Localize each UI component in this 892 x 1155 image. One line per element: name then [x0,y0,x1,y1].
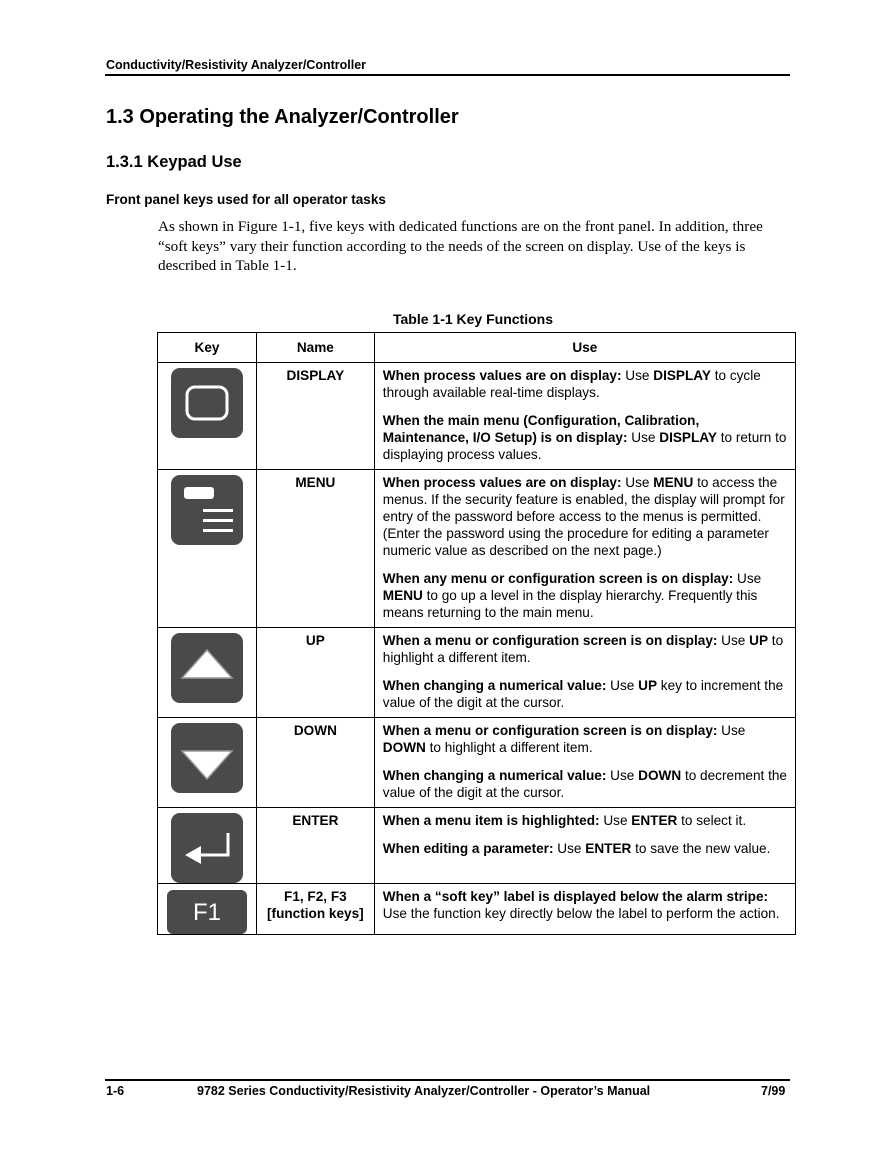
use-paragraph [383,632,787,666]
use-paragraph [383,412,787,463]
page-number: 1-6 [106,1084,125,1098]
header-rule [105,74,790,76]
key-name: ENTER [256,808,374,884]
table-row-function-keys [158,884,796,935]
column-header-key: Key [158,333,257,363]
key-name: DISPLAY [256,363,374,470]
use-text: Use [733,571,762,586]
use-text: UP [638,678,658,693]
use-text: When any menu or configuration screen is on display: [382,571,734,586]
key-cell [158,808,257,884]
use-text: Use [553,841,586,856]
key-functions-table [157,332,796,935]
key-name: F1, F2, F3 [function keys] [256,884,374,935]
enter-key-icon [171,813,243,883]
use-text: DOWN [638,768,682,783]
use-text: Use [606,678,639,693]
table-row-down [158,718,796,808]
key-cell [158,470,257,628]
use-paragraph [383,570,787,621]
display-key-icon [171,368,243,438]
use-text: When process values are on display: [382,368,622,383]
use-text: MENU [653,475,694,490]
use-text: Use [599,813,632,828]
key-use [374,808,795,884]
key-name: UP [256,628,374,718]
use-text: When the main menu (Configuration, Calibration, Maintenance, I/O Setup) is on display: [382,413,700,445]
use-text: Use [606,768,639,783]
use-text: Use [621,475,654,490]
use-paragraph [383,767,787,801]
table-row-menu [158,470,796,628]
use-text: When editing a parameter: [382,841,554,856]
table-header-row [158,333,796,363]
use-text: to select it. [677,813,747,828]
use-paragraph [383,677,787,711]
use-paragraph [383,812,787,829]
intro-paragraph: As shown in Figure 1-1, five keys with dedicated functions are on the front panel. In addition, three “soft keys” vary their function according to the needs of the screen on display. Use of the keys is described in Table 1-1. [158,218,763,274]
footer-rule [105,1079,790,1081]
column-header-use: Use [374,333,795,363]
use-text: When changing a numerical value: [382,678,607,693]
use-text: When process values are on display: [382,475,622,490]
subheading: Front panel keys used for all operator tasks [106,192,386,207]
use-paragraph [383,474,787,559]
key-use [374,884,795,935]
table-row-enter [158,808,796,884]
key-use [374,470,795,628]
table-caption: Table 1-1 Key Functions [393,311,553,327]
use-text: When changing a numerical value: [382,768,607,783]
footer-date: 7/99 [761,1084,786,1098]
use-text: to go up a level in the display hierarchy. Frequently this means returning to the main menu. [382,588,758,620]
use-text: to save the new value. [631,841,771,856]
use-text: DOWN [382,740,426,755]
column-header-name: Name [256,333,374,363]
f1-key-icon [167,890,247,934]
key-cell [158,884,257,935]
use-paragraph [383,840,787,857]
use-text: to return to displaying process values. [382,430,787,462]
use-text: to access the menus. If the security feature is enabled, the display will prompt for entry of the password before access to the menus is permitted. (Enter the password using the procedure for editing a parameter numeric value as described on the next page.) [382,475,785,558]
use-text: Use [717,723,746,738]
table-row-up [158,628,796,718]
use-paragraph [383,367,787,401]
key-name: MENU [256,470,374,628]
table-row-display [158,363,796,470]
use-text: MENU [382,588,423,603]
key-name: DOWN [256,718,374,808]
use-text: to decrement the value of the digit at the cursor. [382,768,787,800]
footer-title: 9782 Series Conductivity/Resistivity Analyzer/Controller - Operator’s Manual [197,1084,651,1098]
use-text: key to increment the value of the digit at the cursor. [382,678,784,710]
key-cell [158,628,257,718]
use-text: UP [749,633,769,648]
use-text: Use the function key directly below the label to perform the action. [382,906,780,921]
use-text: Use [717,633,750,648]
use-text: DISPLAY [653,368,711,383]
use-text: ENTER [631,813,678,828]
use-text: DISPLAY [659,430,717,445]
use-text: to highlight a different item. [382,633,784,665]
use-text: When a menu or configuration screen is on display: [382,633,718,648]
use-text: Use [627,430,660,445]
running-header: Conductivity/Resistivity Analyzer/Controller [106,58,367,72]
key-use [374,363,795,470]
key-use [374,718,795,808]
subsection-title: 1.3.1 Keypad Use [106,153,242,171]
down-arrow-key-icon [171,723,243,793]
use-text: When a menu item is highlighted: [382,813,600,828]
section-title: 1.3 Operating the Analyzer/Controller [106,106,459,128]
use-text: Use [621,368,654,383]
use-text: to highlight a different item. [425,740,593,755]
use-paragraph [383,722,787,756]
menu-key-icon [171,475,243,545]
key-cell [158,718,257,808]
use-text: ENTER [585,841,632,856]
key-use [374,628,795,718]
up-arrow-key-icon [171,633,243,703]
key-cell [158,363,257,470]
use-text: When a menu or configuration screen is on display: [382,723,718,738]
use-paragraph [383,888,787,922]
use-text: to cycle through available real-time displays. [382,368,761,400]
use-text: When a “soft key” label is displayed below the alarm stripe: [382,889,769,904]
f1-key-label: F1 [192,899,221,926]
